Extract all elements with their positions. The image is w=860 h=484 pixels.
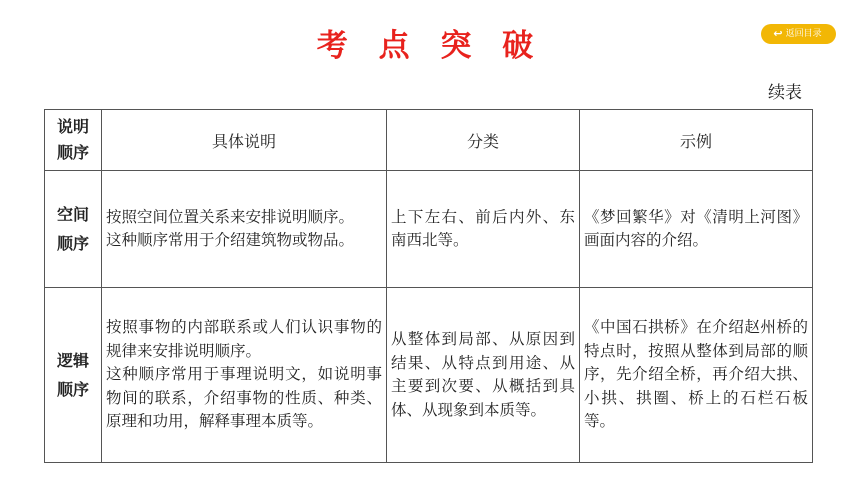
- column-header-order-text: 说明顺序: [56, 117, 89, 162]
- explanation-order-table: [44, 109, 813, 463]
- table-row: [45, 171, 813, 288]
- row-order-cell: [45, 288, 102, 463]
- row-order-text: 逻辑顺序: [56, 351, 89, 399]
- description-paragraph: 这种顺序常用于事理说明文，如说明事物间的联系，介绍事物的性质、种类、原理和功用，解释事理本质等。: [106, 365, 382, 431]
- back-to-contents-button[interactable]: [761, 24, 836, 44]
- description-cell: [102, 171, 387, 288]
- description-cell: [102, 288, 387, 463]
- description-paragraph: 按照事物的内部联系或人们认识事物的规律来安排说明顺序。: [106, 318, 382, 360]
- example-cell: 《中国石拱桥》在介绍赵州桥的特点时，按照从整体到局部的顺序，先介绍全桥，再介绍大拱、小拱、拱圈、桥上的石栏石板等。: [580, 288, 813, 463]
- back-button-label: 返回目录: [785, 29, 822, 39]
- return-arrow-icon: ↩: [773, 27, 783, 40]
- column-header-order: [45, 110, 102, 171]
- column-header-description: 具体说明: [102, 110, 387, 171]
- page-title: 考 点 突 破: [316, 28, 544, 64]
- example-cell: 《梦回繁华》对《清明上河图》画面内容的介绍。: [580, 171, 813, 288]
- category-cell: 从整体到局部、从原因到结果、从特点到用途、从主要到次要、从概括到具体、从现象到本质等。: [387, 288, 580, 463]
- row-order-text: 空间顺序: [56, 205, 89, 253]
- table-row: [45, 288, 813, 463]
- table-header-row: [45, 110, 813, 171]
- description-paragraph: 这种顺序常用于介绍建筑物或物品。: [106, 231, 355, 249]
- row-order-cell: [45, 171, 102, 288]
- description-paragraph: 按照空间位置关系来安排说明顺序。: [106, 207, 355, 226]
- category-cell: 上下左右、前后内外、东南西北等。: [387, 171, 580, 288]
- column-header-example: 示例: [580, 110, 813, 171]
- continued-label: 续表: [768, 83, 802, 103]
- column-header-category: 分类: [387, 110, 580, 171]
